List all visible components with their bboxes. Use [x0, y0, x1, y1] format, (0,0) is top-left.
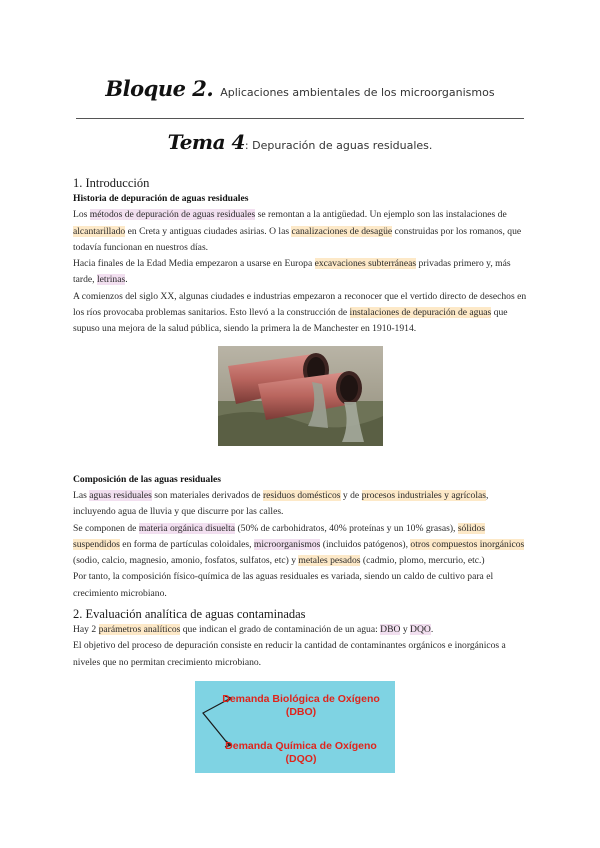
text-run: , incluyendo agua de lluvia y que discurre por las calles.: [73, 489, 489, 518]
composition-subtitle: Composición de las aguas residuales: [73, 473, 222, 485]
text-run: y de: [340, 489, 362, 501]
text-run: Los: [73, 209, 90, 221]
block-subtitle: Aplicaciones ambientales de los microorganismos: [220, 86, 495, 99]
history-paragraph-3: [73, 289, 528, 338]
highlight-pink: materia orgánica disuelta: [138, 522, 236, 534]
header-divider: [76, 118, 524, 119]
text-run: .: [125, 274, 128, 286]
highlight-orange: parámetros analíticos: [98, 624, 181, 636]
highlight-pink: microorganismos: [253, 538, 321, 550]
highlight-orange: instalaciones de depuración de aguas: [349, 307, 492, 319]
text-run: en forma de partículas coloidales,: [119, 538, 254, 550]
composition-paragraph-2: [73, 521, 528, 570]
text-run: (incluidos patógenos),: [320, 538, 411, 550]
text-run: que supuso una mejora de la salud pública, siendo la primera la de Manchester en 1910-1914.: [73, 307, 508, 335]
text-run: .: [430, 624, 434, 636]
composition-paragraph-1: [73, 488, 528, 521]
text-run: A comienzos del siglo XX, algunas ciudades e industrias empezaron a reconocer que el vertido directo de desechos en los ríos provocaba problemas sanitarios. Esto llevó a la construcción de: [73, 290, 527, 319]
block-header: [0, 76, 600, 101]
section-introduccion-title: 1. Introducción: [73, 176, 150, 190]
dbo-dqo-diagram: [195, 681, 395, 773]
evaluation-paragraph-2: [73, 638, 528, 671]
text-run: y: [400, 624, 411, 636]
highlight-orange: procesos industriales y agrícolas: [361, 489, 486, 501]
text-run: en Creta y antiguas ciudades asirias. O las: [125, 225, 292, 237]
topic-title: Tema 4: [167, 130, 245, 154]
dbo-label-line1: Demanda Biológica de Oxígeno: [222, 692, 380, 705]
highlight-orange: alcantarillado: [73, 225, 126, 237]
spacer: [73, 446, 528, 472]
text-run: Hay 2: [73, 624, 99, 636]
sewage-pipes-photo: [218, 346, 383, 446]
highlight-pink: letrinas: [96, 274, 126, 286]
highlight-orange: metales pesados: [298, 555, 361, 567]
highlight-pink: métodos de depuración de aguas residuales: [89, 209, 256, 221]
highlight-orange: canalizaciones de desagüe: [291, 225, 393, 237]
highlight-pink: DBO: [380, 624, 401, 636]
sewage-pipes-icon: [218, 346, 383, 446]
composition-paragraph-3: [73, 569, 528, 602]
dbo-dqo-diagram-svg: [195, 681, 395, 773]
text-run: El objetivo del proceso de depuración consiste en reducir la cantidad de contaminantes orgánicos e inorgánicos a niveles que no permitan crecimiento microbiano.: [73, 640, 506, 668]
dqo-label-line1: Demanda Química de Oxígeno: [225, 739, 377, 752]
dbo-label-line2: (DBO): [285, 705, 317, 718]
text-run: Se componen de: [73, 522, 139, 534]
highlight-orange: sólidos suspendidos: [73, 522, 486, 550]
evaluation-paragraph-1: [73, 622, 528, 638]
text-run: (sodio, calcio, magnesio, amonio, fosfatos, sulfatos, etc) y: [73, 555, 299, 567]
highlight-pink: aguas residuales: [89, 489, 152, 501]
history-paragraph-1: [73, 207, 528, 256]
highlight-orange: residuos domésticos: [262, 489, 341, 501]
block-title: Bloque 2.: [105, 76, 214, 101]
text-run: privadas primero y, más tarde,: [73, 258, 511, 286]
history-subtitle: Historia de depuración de aguas residuales: [73, 193, 249, 204]
section-evaluacion-title: 2. Evaluación analítica de aguas contaminadas: [73, 607, 306, 622]
highlight-orange: otros compuestos inorgánicos: [410, 538, 525, 550]
dqo-label-line2: (DQO): [285, 752, 317, 765]
highlight-orange: excavaciones subterráneas: [314, 258, 417, 270]
text-run: Por tanto, la composición físico-química de las aguas residuales es variada, siendo un caldo de cultivo para el crecimiento microbiano.: [73, 571, 494, 599]
text-run: (50% de carbohidratos, 40% proteínas y un 10% grasas),: [235, 522, 458, 534]
text-run: Hacia finales de la Edad Media empezaron a usarse en Europa: [73, 258, 315, 270]
history-paragraph-2: [73, 256, 528, 289]
text-run: construidas por los romanos, que todavía funcionan en nuestros días.: [73, 225, 522, 253]
text-run: que indican el grado de contaminación de un agua:: [180, 624, 381, 636]
highlight-pink: DQO: [410, 624, 431, 636]
topic-subtitle: : Depuración de aguas residuales.: [244, 139, 433, 152]
document-body: [73, 175, 528, 773]
text-run: son materiales derivados de: [151, 489, 263, 501]
topic-header: [0, 130, 600, 154]
text-run: se remontan a la antigüedad. Un ejemplo son las instalaciones de: [255, 209, 507, 221]
text-run: (cadmio, plomo, mercurio, etc.): [360, 555, 485, 567]
text-run: Las: [73, 489, 90, 501]
